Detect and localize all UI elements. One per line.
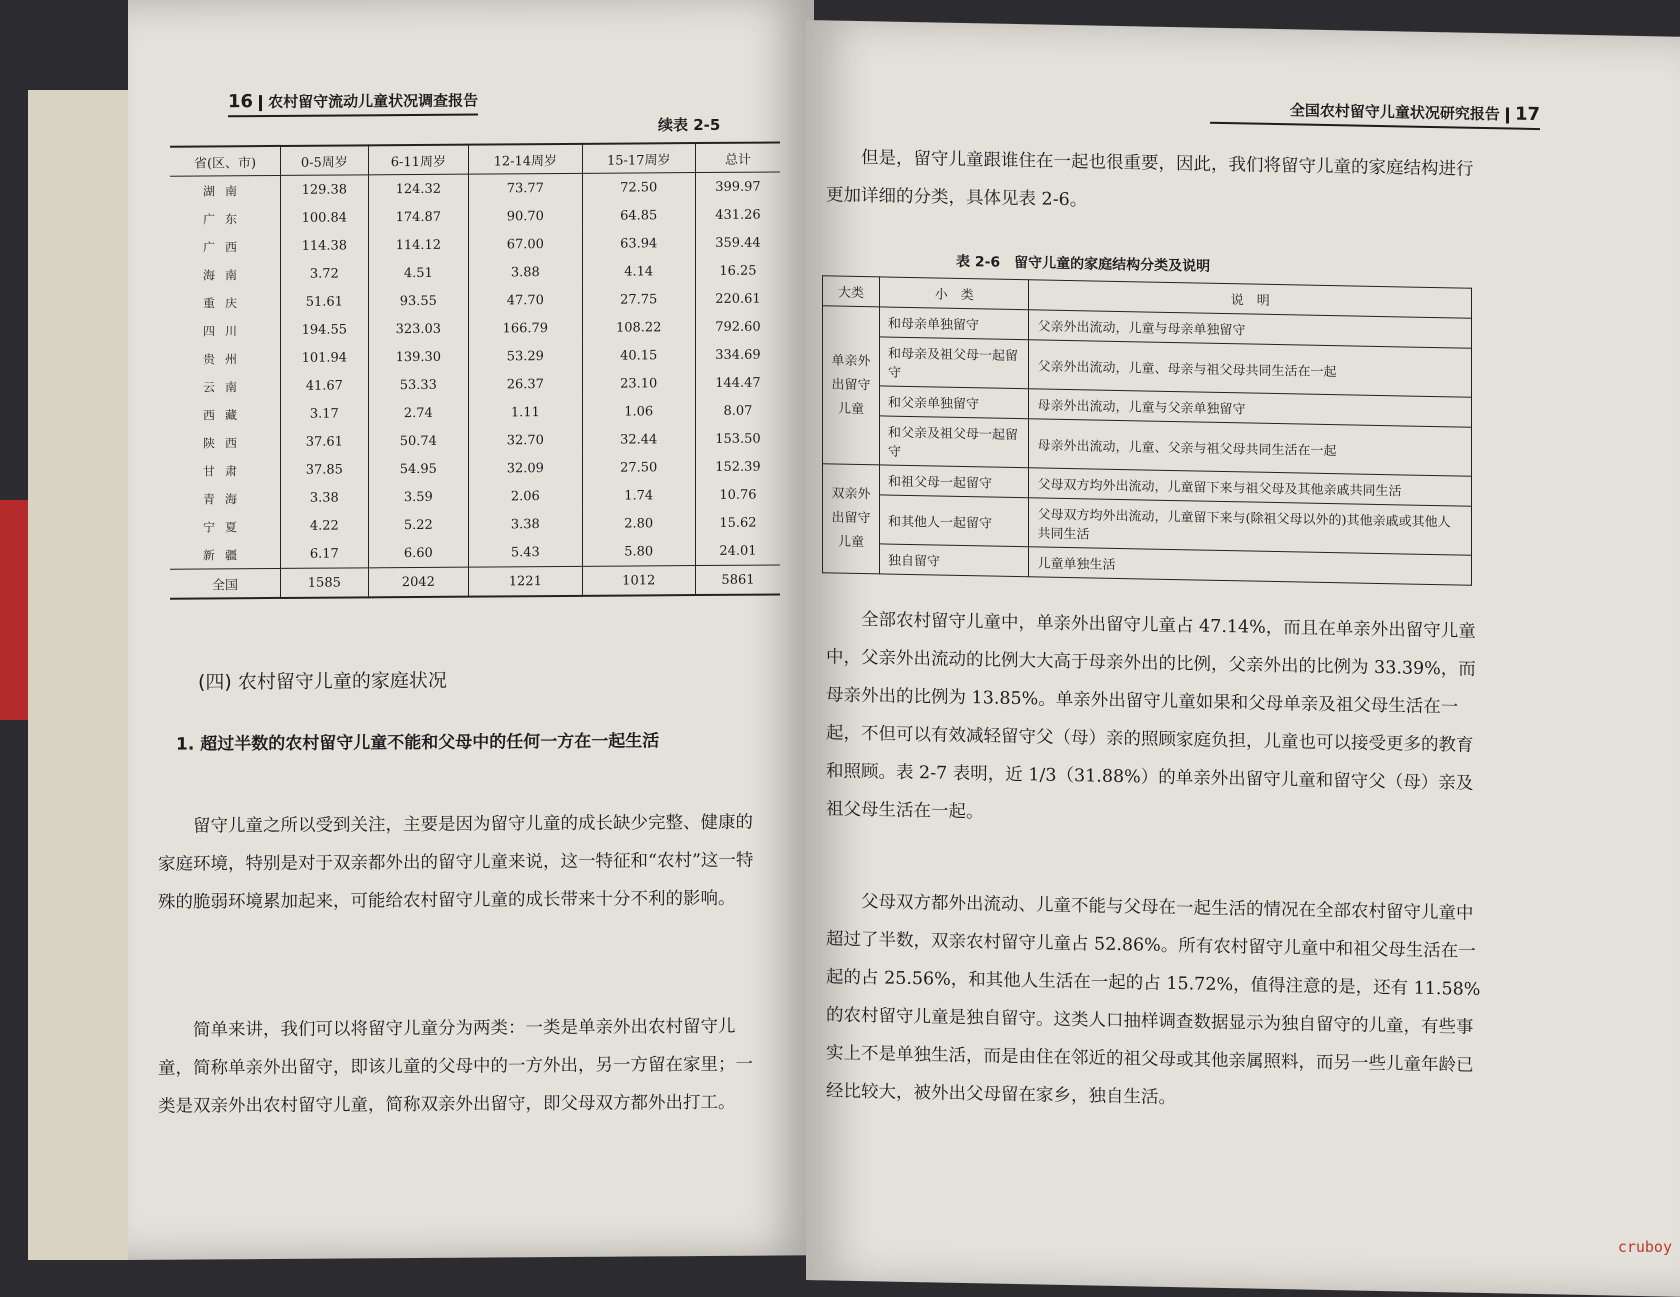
value-cell: 108.22 [582,313,695,342]
value-cell: 124.32 [368,174,469,203]
watermark: cruboy [1617,1238,1672,1256]
table-row [170,480,780,512]
province-cell: 甘肃 [203,463,248,478]
value-cell: 1.74 [582,481,695,510]
province-cell: 贵州 [203,351,248,366]
province-cell: 青海 [203,491,248,506]
value-cell: 3.38 [469,510,582,539]
table-header-row [170,142,780,176]
left-paragraph-2: 简单来讲，我们可以将留守儿童分为两类：一类是单亲外出农村留守儿童，简称单亲外出留守，即该儿童的父母中的一方外出，另一方留在家里；一类是双亲外出农村留守儿童，简称双亲外出留守，即父母双方都外出打工。 [158,1016,753,1117]
category-cell: 单亲外出留守儿童 [823,306,880,465]
subcategory-cell: 和父亲单独留守 [880,386,1029,419]
value-cell: 144.47 [695,368,780,397]
subsection-title: 1. 超过半数的农村留守儿童不能和父母中的任何一方在一起生活 [176,731,660,755]
left-running-title: 农村留守流动儿童状况调查报告 [268,91,479,112]
province-cell: 四川 [203,323,248,338]
right-running-title: 全国农村留守儿童状况研究报告 [1289,101,1500,124]
value-cell: 792.60 [695,312,780,341]
value-cell: 32.70 [469,426,582,455]
left-paragraph-1: 留守儿童之所以受到关注，主要是因为留守儿童的成长缺少完整、健康的家庭环境，特别是对于双亲都外出的留守儿童来说，这一特征和“农村”这一特殊的脆弱环境累加起来，可能给农村留守儿童的成长带来十分不利的影响。 [158,812,754,913]
value-cell: 37.85 [281,455,369,484]
value-cell: 114.38 [281,231,369,260]
header-cell: 0-5周岁 [281,145,369,175]
left-page [128,0,814,1260]
right-page [806,20,1680,1297]
total-value-cell: 2042 [368,567,469,597]
value-cell: 431.26 [695,200,780,229]
description-cell: 母亲外出流动，儿童、父亲与祖父母共同生活在一起 [1029,419,1472,476]
right-paragraph-1: 全部农村留守儿童中，单亲外出留守儿童占 47.14%，而且在单亲外出留守儿童中，父亲外出流动的比例大大高于母亲外出的比例，父亲外出的比例为 33.39%，而母亲外出的比例为 13.85%。单亲外出留守儿童如果和父母单亲及祖父母生活在一起，不但可以有效减轻留守父（母）亲的照顾家庭负担，儿童也可以接受更多的教育和照顾。表 2-7 表明，近 1/3（31.88%）的单亲外出留守儿童和留守父（母）亲及祖父母生活在一起。 [826,610,1476,823]
subcategory-cell: 和父亲及祖父母一起留守 [880,416,1029,468]
value-cell: 220.61 [695,284,780,313]
value-cell: 5.22 [368,511,469,540]
value-cell: 47.70 [469,286,582,315]
subcategory-cell: 和祖父母一起留守 [880,465,1029,498]
header-cell: 大类 [823,276,880,307]
value-cell: 64.85 [582,201,695,230]
value-cell: 16.25 [695,256,780,285]
value-cell: 114.12 [368,231,469,260]
total-value-cell: 1585 [281,568,369,598]
table-continued-label: 续表 2-5 [658,115,721,135]
value-cell: 51.61 [281,287,369,316]
header-cell: 小 类 [880,277,1029,310]
value-cell: 174.87 [368,203,469,232]
value-cell: 41.67 [281,371,369,400]
description-cell: 母亲外出流动，儿童与父亲单独留守 [1029,389,1472,427]
category-cell: 双亲外出留守儿童 [823,464,880,574]
province-cell: 陕西 [203,435,248,450]
province-cell: 宁夏 [203,519,248,534]
table-row [170,172,780,205]
province-cell: 新疆 [203,547,248,562]
table-row [170,256,780,288]
table-2-6 [822,275,1472,585]
value-cell: 90.70 [469,202,582,231]
header-cell: 说 明 [1029,280,1472,318]
value-cell: 153.50 [695,424,780,453]
head-rule [228,114,478,118]
value-cell: 10.76 [695,480,780,509]
description-cell: 儿童单独生活 [1029,547,1472,585]
header-cell: 6-11周岁 [368,145,469,175]
subcategory-cell: 独自留守 [880,544,1029,577]
value-cell: 24.01 [695,536,780,565]
value-cell: 93.55 [368,287,469,316]
value-cell: 3.88 [469,258,582,287]
value-cell: 5.43 [469,538,582,567]
value-cell: 53.29 [469,342,582,371]
total-value-cell: 5861 [695,565,780,595]
value-cell: 334.69 [695,340,780,369]
province-cell: 广西 [203,239,248,254]
value-cell: 100.84 [281,203,369,232]
value-cell: 1.11 [469,398,582,427]
value-cell: 27.50 [582,453,695,482]
head-divider [259,95,262,111]
value-cell: 1.06 [582,397,695,426]
province-cell: 西藏 [203,407,248,422]
province-cell: 广东 [203,211,248,226]
value-cell: 37.61 [281,427,369,456]
table-row [170,368,780,400]
value-cell: 101.94 [281,343,369,372]
value-cell: 27.75 [582,285,695,314]
description-cell: 父母双方均外出流动，儿童留下来与祖父母及其他亲戚共同生活 [1029,468,1472,506]
province-cell: 海南 [203,267,248,282]
value-cell: 6.60 [368,539,469,568]
table-row [170,312,780,344]
value-cell: 139.30 [368,343,469,372]
value-cell: 4.22 [281,511,369,540]
head-divider [1506,107,1509,123]
table-row [170,396,780,428]
subcategory-cell: 和母亲单独留守 [880,307,1029,340]
value-cell: 2.80 [582,509,695,538]
value-cell: 3.59 [368,483,469,512]
right-page-number: 17 [1514,103,1540,126]
table-row [170,340,780,372]
right-running-head [1290,99,1540,125]
value-cell: 152.39 [695,452,780,481]
table-total-row [170,565,780,599]
table-row [170,508,780,540]
value-cell: 40.15 [582,341,695,370]
value-cell: 3.17 [281,399,369,428]
value-cell: 32.09 [469,454,582,483]
value-cell: 194.55 [281,315,369,344]
header-cell: 12-14周岁 [469,144,582,174]
value-cell: 4.14 [582,257,695,286]
header-cell: 15-17周岁 [582,143,695,173]
value-cell: 3.38 [281,483,369,512]
value-cell: 359.44 [695,228,780,257]
description-cell: 父亲外出流动，儿童、母亲与祖父母共同生活在一起 [1029,340,1472,397]
table-row [170,424,780,456]
value-cell: 399.97 [695,172,780,201]
province-cell: 湖南 [203,183,248,198]
subcategory-cell: 和母亲及祖父母一起留守 [880,337,1029,389]
right-paragraph-2: 父母双方都外出流动、儿童不能与父母在一起生活的情况在全部农村留守儿童中超过了半数，双亲农村留守儿童占 52.86%。所有农村留守儿童中和祖父母生活在一起的占 25.56%，和其他人生活在一起的占 15.72%，值得注意的是，还有 11.58% 的农村留守儿童是独自留守。这类人口抽样调查数据显示为独自留守的儿童，有些事实上不是单独生活，而是由住在邻近的祖父母或其他亲属照料，而另一些儿童年龄已经比较大，被外出父母留在家乡，独自生活。 [826,892,1481,1109]
section-title: (四) 农村留守儿童的家庭状况 [198,669,447,694]
description-cell: 父母双方均外出流动，儿童留下来与(除祖父母以外的)其他亲戚或其他人共同生活 [1029,498,1472,555]
table-row [170,452,780,484]
table-row [170,536,780,569]
table-row [170,200,780,232]
value-cell: 73.77 [469,173,582,202]
table-row [170,284,780,316]
value-cell: 8.07 [695,396,780,425]
value-cell: 53.33 [368,371,469,400]
description-cell: 父亲外出流动，儿童与母亲单独留守 [1029,310,1472,348]
value-cell: 4.51 [368,259,469,288]
header-cell: 省(区、市) [193,155,257,172]
value-cell: 2.06 [469,482,582,511]
table-2-6-caption: 表 2-6 留守儿童的家庭结构分类及说明 [956,253,1211,275]
value-cell: 6.17 [281,539,369,568]
province-cell: 重庆 [203,295,248,310]
total-value-cell: 1221 [469,566,582,596]
value-cell: 23.10 [582,369,695,398]
value-cell: 63.94 [582,229,695,258]
header-cell: 总计 [695,142,780,172]
left-running-head [228,90,478,113]
table-2-5 [170,141,780,599]
value-cell: 2.74 [368,399,469,428]
book-cover-edge [0,500,28,720]
value-cell: 15.62 [695,508,780,537]
total-value-cell: 1012 [582,566,695,596]
province-cell: 云南 [203,379,248,394]
page-stack-edge [28,90,128,1260]
value-cell: 54.95 [368,455,469,484]
value-cell: 72.50 [582,173,695,202]
value-cell: 67.00 [469,230,582,259]
value-cell: 26.37 [469,370,582,399]
value-cell: 50.74 [368,427,469,456]
table-row [170,228,780,260]
value-cell: 32.44 [582,425,695,454]
total-label-cell: 全国 [212,577,239,593]
value-cell: 3.72 [281,259,369,288]
value-cell: 166.79 [469,314,582,343]
value-cell: 129.38 [281,175,369,204]
value-cell: 323.03 [368,315,469,344]
right-intro-paragraph: 但是，留守儿童跟谁住在一起也很重要，因此，我们将留守儿童的家庭结构进行更加详细的分类，具体见表 2-6。 [826,148,1474,211]
left-page-number: 16 [228,91,254,113]
value-cell: 5.80 [582,537,695,566]
subcategory-cell: 和其他人一起留守 [880,495,1029,547]
